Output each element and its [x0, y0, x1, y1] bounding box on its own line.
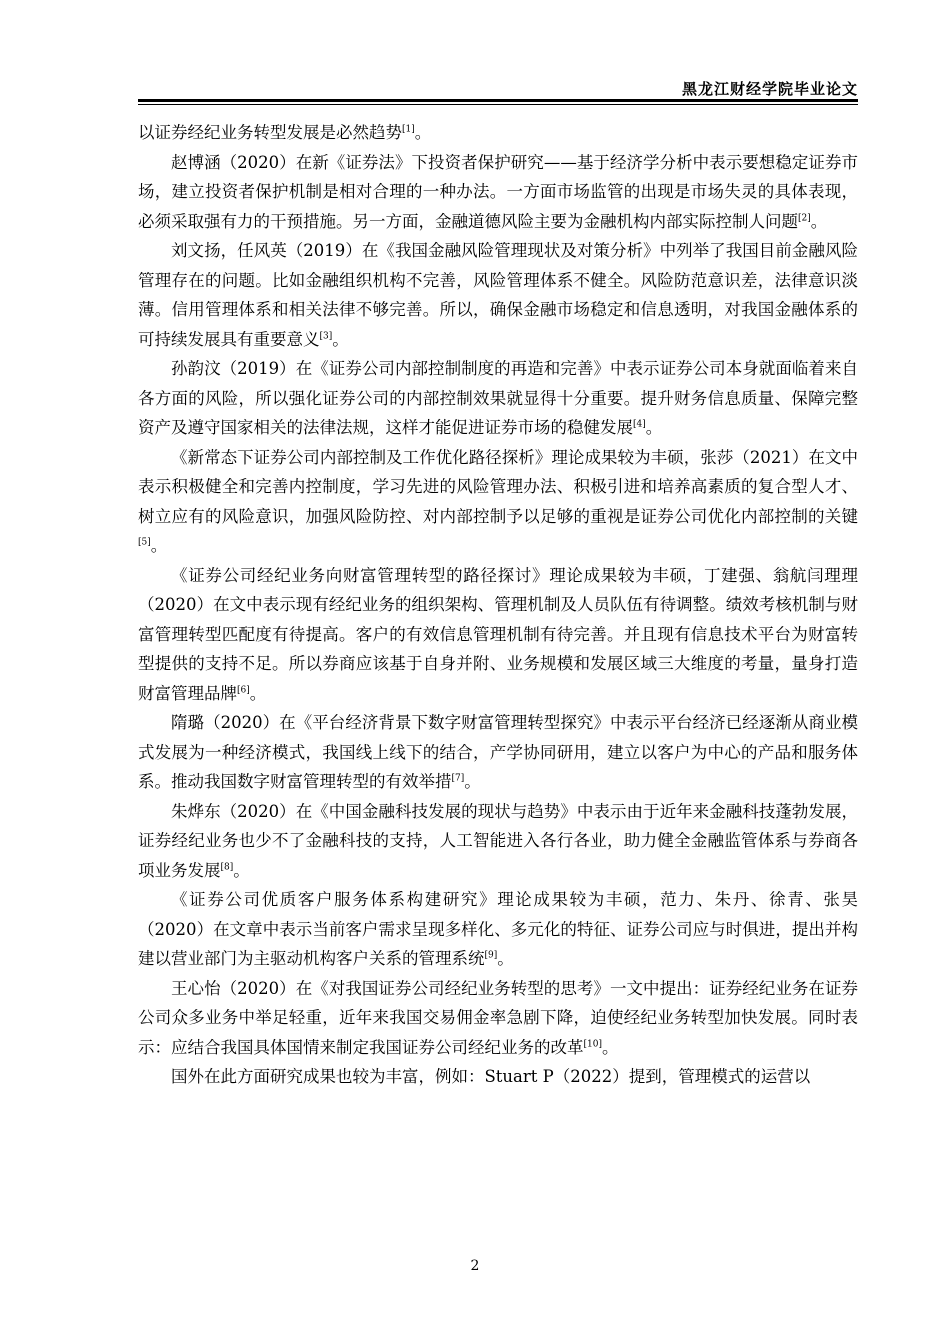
paragraph [138, 443, 858, 561]
paragraph-text: 隋璐（2020）在《平台经济背景下数字财富管理转型探究》中表示平台经济已经逐渐从商业模式发展为一种经济模式，我国线上线下的结合，产学协同研用，建立以客户为中心的产品和服务体系。推动我国数字财富管理转型的有效举措 [138, 713, 858, 791]
paragraph [138, 561, 858, 709]
paragraph-text: 以证券经纪业务转型发展是必然趋势 [138, 123, 402, 142]
citation-ref: [8] [220, 862, 234, 872]
paragraph [138, 974, 858, 1063]
citation-ref: [7] [451, 773, 465, 784]
paragraph-tail: 。 [601, 1037, 619, 1057]
paragraph-tail: 。 [150, 536, 168, 555]
paragraph-tail: 。 [249, 683, 267, 703]
paragraph-tail: 。 [332, 329, 349, 349]
paragraph-tail: 。 [414, 123, 432, 142]
paragraph-tail: 。 [645, 418, 663, 437]
paragraph [138, 708, 858, 797]
paragraph [138, 885, 858, 974]
paragraph [138, 797, 858, 886]
citation-ref: [4] [633, 419, 646, 430]
paragraph [138, 1062, 858, 1092]
paragraph-tail: 。 [464, 772, 481, 791]
body-text [138, 118, 858, 1092]
paragraph-text: 《证券公司经纪业务向财富管理转型的路径探讨》理论成果较为丰硕，丁建强、翁航闫理理（2020）在文中表示现有经纪业务的组织架构、管理机制及人员队伍有待调整。绩效考核机制与财富管理转型匹配度有待提高。客户的有效信息管理机制有待完善。并且现有信息技术平台为财富转型提供的支持不足。所以券商应该基于自身并附、业务规模和发展区域三大维度的考量，量身打造财富管理品牌 [138, 565, 858, 703]
paragraph [138, 148, 858, 237]
citation-ref: [6] [237, 685, 250, 695]
header-rule-thin [138, 104, 858, 105]
paragraph-text: 《证券公司优质客户服务体系构建研究》理论成果较为丰硕，范力、朱丹、徐青、张昊（2020）在文章中表示当前客户需求呈现多样化、多元化的特征、证券公司应与时俱进，提出并构建以营业部门为主驱动机构客户关系的管理系统 [138, 890, 858, 968]
paragraph-text: 王心怡（2020）在《对我国证券公司经纪业务转型的思考》一文中提出：证券经纪业务在证券公司众多业务中举足轻重，近年来我国交易佣金率急剧下降，迫使经纪业务转型加快发展。同时表示：应结合我国具体国情来制定我国证券公司经纪业务的改革 [138, 978, 858, 1057]
citation-ref: [2] [798, 213, 811, 223]
paragraph [138, 236, 858, 354]
citation-ref: [3] [319, 331, 333, 341]
paragraph-text: 孙韵汶（2019）在《证券公司内部控制制度的再造和完善》中表示证券公司本身就面临着来自各方面的风险，所以强化证券公司的内部控制效果就显得十分重要。提升财务信息质量、保障完整资产及遵守国家相关的法律法规，这样才能促进证券市场的稳健发展 [138, 359, 858, 437]
page-header-title: 黑龙江财经学院毕业论文 [681, 80, 858, 98]
page-number: 2 [470, 1258, 480, 1274]
paragraph-text: 赵博涵（2020）在新《证券法》下投资者保护研究——基于经济学分析中表示要想稳定证券市场，建立投资者保护机制是相对合理的一种办法。一方面市场监管的出现是市场失灵的具体表现，必须采取强有力的干预措施。另一方面，金融道德风险主要为金融机构内部实际控制人问题 [138, 152, 858, 231]
citation-ref: [5] [138, 537, 151, 548]
citation-ref: [10] [583, 1039, 602, 1049]
paragraph-tail: 。 [233, 860, 250, 880]
paragraph-tail: 。 [810, 211, 828, 231]
paragraph-text: 刘文扬，任风英（2019）在《我国金融风险管理现状及对策分析》中列举了我国目前金融风险管理存在的问题。比如金融组织机构不完善，风险管理体系不健全。风险防范意识差，法律意识淡薄。信用管理体系和相关法律不够完善。所以，确保金融市场稳定和信息透明，对我国金融体系的可持续发展具有重要意义 [138, 241, 858, 349]
header-rule-thick [138, 99, 858, 102]
citation-ref: [9] [484, 950, 498, 961]
paragraph [138, 118, 858, 148]
paragraph [138, 354, 858, 443]
paragraph-text: 国外在此方面研究成果也较为丰富，例如：Stuart P（2022）提到，管理模式的运营以 [171, 1067, 811, 1086]
paragraph-text: 《新常态下证券公司内部控制及工作优化路径探析》理论成果较为丰硕，张莎（2021）在文中表示积极健全和完善内控制度，学习先进的风险管理办法、积极引进和培养高素质的复合型人才、树立应有的风险意识，加强风险防控、对内部控制予以足够的重视是证券公司优化内部控制的关键 [138, 447, 858, 526]
paragraph-tail: 。 [497, 949, 514, 968]
paragraph-text: 朱烨东（2020）在《中国金融科技发展的现状与趋势》中表示由于近年来金融科技蓬勃发展，证券经纪业务也少不了金融科技的支持，人工智能进入各行各业，助力健全金融监管体系与券商各项业务发展 [138, 801, 858, 880]
citation-ref: [1] [402, 124, 415, 135]
